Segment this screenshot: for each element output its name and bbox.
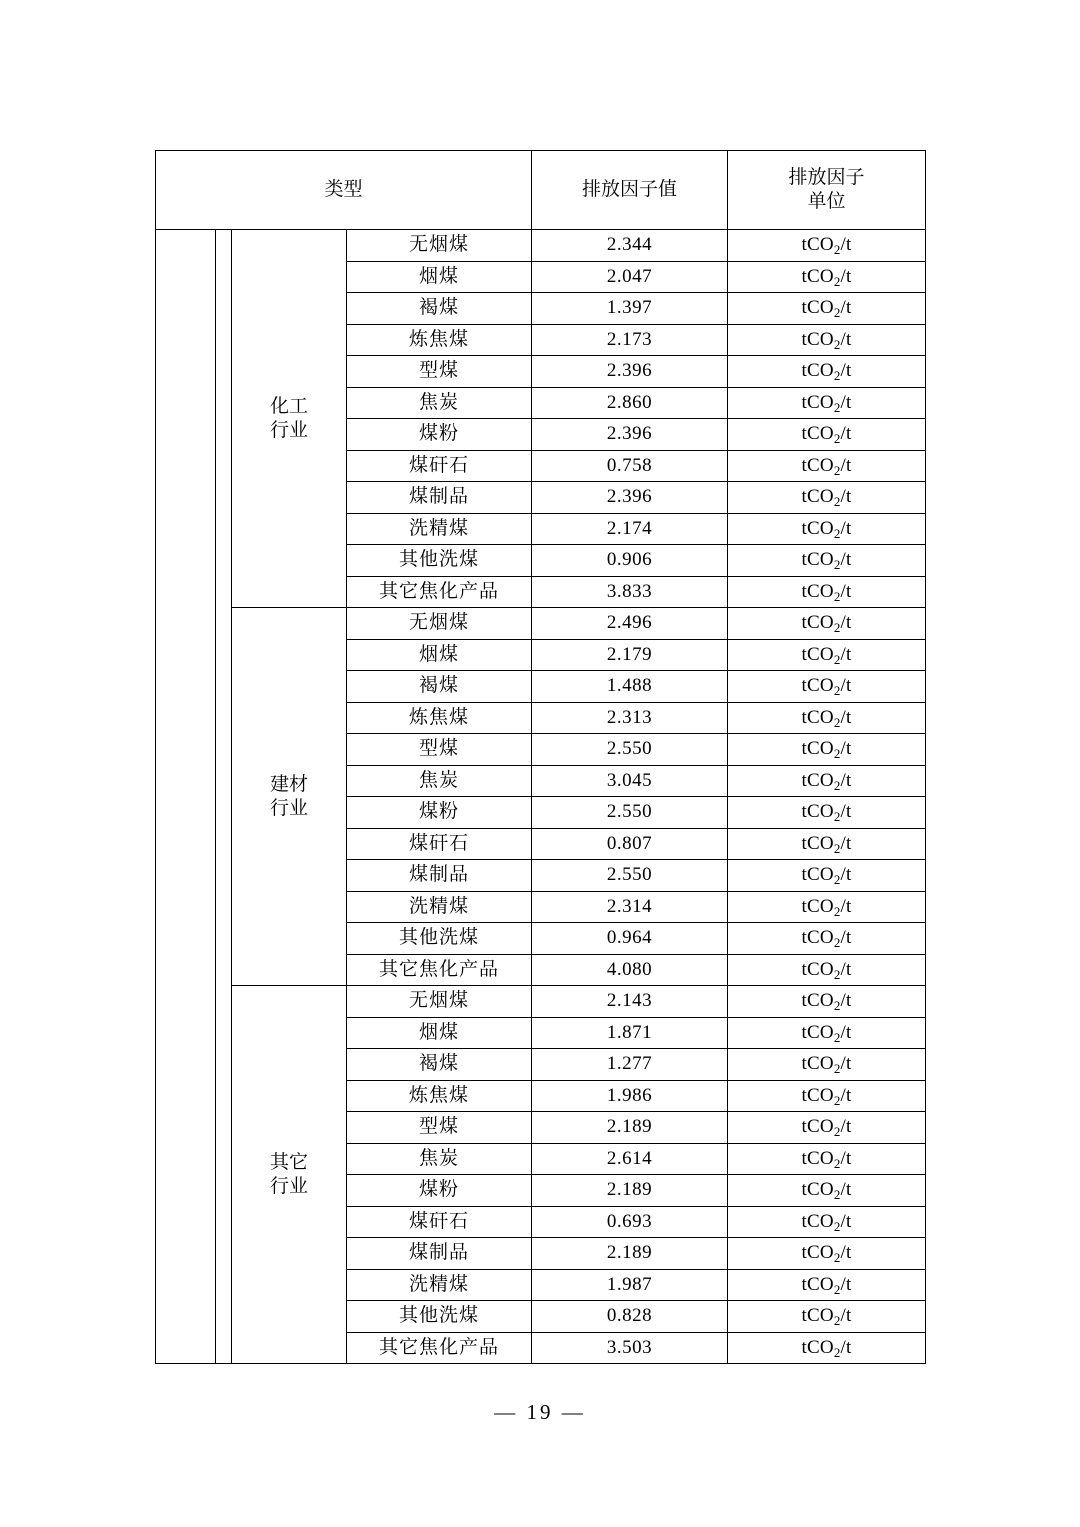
emission-factor-value-cell: 2.143: [532, 986, 728, 1018]
emission-factor-unit-cell: tCO$_2$/t: [728, 639, 926, 671]
emission-factor-value-cell: 2.550: [532, 734, 728, 766]
emission-factor-value-cell: 1.488: [532, 671, 728, 703]
emission-factor-unit-cell: tCO$_2$/t: [728, 356, 926, 388]
fuel-type-cell: 炼焦煤: [347, 324, 532, 356]
emission-factor-unit-cell: tCO$_2$/t: [728, 1112, 926, 1144]
emission-factor-unit-cell: tCO$_2$/t: [728, 1301, 926, 1333]
fuel-type-cell: 其他洗煤: [347, 923, 532, 955]
header-unit-line1: 排放因子: [788, 167, 865, 189]
emission-factor-value-cell: 0.828: [532, 1301, 728, 1333]
emission-factor-unit-cell: tCO$_2$/t: [728, 1017, 926, 1049]
emission-factor-unit-cell: tCO$_2$/t: [728, 765, 926, 797]
emission-factor-unit-cell: tCO$_2$/t: [728, 954, 926, 986]
emission-factor-value-cell: 2.189: [532, 1238, 728, 1270]
emission-factor-value-cell: 2.396: [532, 419, 728, 451]
emission-factor-value-cell: 1.397: [532, 293, 728, 325]
fuel-type-cell: 无烟煤: [347, 608, 532, 640]
emission-factor-value-cell: 2.550: [532, 797, 728, 829]
industry-group-cell: [232, 608, 347, 986]
fuel-type-cell: 型煤: [347, 734, 532, 766]
emission-factor-value-cell: 0.693: [532, 1206, 728, 1238]
industry-group-line2: 行业: [269, 1175, 308, 1197]
emission-factor-value-cell: 1.986: [532, 1080, 728, 1112]
emission-factor-unit-cell: tCO$_2$/t: [728, 860, 926, 892]
emission-factor-value-cell: 4.080: [532, 954, 728, 986]
fuel-type-cell: 煤制品: [347, 860, 532, 892]
fuel-type-cell: 其他洗煤: [347, 1301, 532, 1333]
fuel-type-cell: 烟煤: [347, 261, 532, 293]
fuel-type-cell: 炼焦煤: [347, 1080, 532, 1112]
fuel-type-cell: 煤制品: [347, 1238, 532, 1270]
emission-factor-unit-cell: tCO$_2$/t: [728, 545, 926, 577]
emission-factor-unit-cell: tCO$_2$/t: [728, 324, 926, 356]
fuel-type-cell: 洗精煤: [347, 1269, 532, 1301]
emission-factor-table: [155, 150, 926, 1364]
emission-factor-unit-cell: tCO$_2$/t: [728, 576, 926, 608]
fuel-type-cell: 炼焦煤: [347, 702, 532, 734]
emission-factor-unit-cell: tCO$_2$/t: [728, 419, 926, 451]
emission-factor-value-cell: 2.344: [532, 230, 728, 262]
emission-factor-unit-cell: tCO$_2$/t: [728, 450, 926, 482]
emission-factor-table-container: [155, 150, 925, 1364]
fuel-type-cell: 焦炭: [347, 387, 532, 419]
fuel-type-cell: 烟煤: [347, 639, 532, 671]
emission-factor-value-cell: 2.179: [532, 639, 728, 671]
industry-group-line1: 建材: [269, 773, 308, 795]
fuel-type-cell: 褐煤: [347, 671, 532, 703]
emission-factor-value-cell: 2.173: [532, 324, 728, 356]
fuel-type-cell: 其它焦化产品: [347, 954, 532, 986]
fuel-type-cell: 无烟煤: [347, 230, 532, 262]
fuel-type-cell: 其他洗煤: [347, 545, 532, 577]
fuel-type-cell: 褐煤: [347, 1049, 532, 1081]
fuel-type-cell: 煤矸石: [347, 450, 532, 482]
fuel-type-cell: 煤矸石: [347, 1206, 532, 1238]
emission-factor-unit-cell: tCO$_2$/t: [728, 1080, 926, 1112]
emission-factor-unit-cell: tCO$_2$/t: [728, 986, 926, 1018]
emission-factor-value-cell: 2.614: [532, 1143, 728, 1175]
emission-factor-value-cell: 2.189: [532, 1112, 728, 1144]
fuel-type-cell: 褐煤: [347, 293, 532, 325]
emission-factor-value-cell: 0.807: [532, 828, 728, 860]
emission-factor-value-cell: 2.396: [532, 482, 728, 514]
emission-factor-unit-cell: tCO$_2$/t: [728, 702, 926, 734]
fuel-type-cell: 焦炭: [347, 765, 532, 797]
fuel-type-cell: 型煤: [347, 1112, 532, 1144]
emission-factor-unit-cell: tCO$_2$/t: [728, 1175, 926, 1207]
industry-group-cell: [232, 230, 347, 608]
emission-factor-value-cell: 1.277: [532, 1049, 728, 1081]
emission-factor-value-cell: 3.833: [532, 576, 728, 608]
emission-factor-unit-cell: tCO$_2$/t: [728, 293, 926, 325]
emission-factor-unit-cell: tCO$_2$/t: [728, 261, 926, 293]
emission-factor-unit-cell: tCO$_2$/t: [728, 1049, 926, 1081]
emission-factor-unit-cell: tCO$_2$/t: [728, 891, 926, 923]
emission-factor-value-cell: 0.906: [532, 545, 728, 577]
emission-factor-unit-cell: tCO$_2$/t: [728, 1206, 926, 1238]
emission-factor-value-cell: 2.047: [532, 261, 728, 293]
fuel-type-cell: 洗精煤: [347, 891, 532, 923]
industry-group-line1: 化工: [269, 395, 308, 417]
emission-factor-unit-cell: tCO$_2$/t: [728, 828, 926, 860]
fuel-type-cell: 烟煤: [347, 1017, 532, 1049]
emission-factor-value-cell: 2.860: [532, 387, 728, 419]
emission-factor-unit-cell: tCO$_2$/t: [728, 923, 926, 955]
emission-factor-unit-cell: tCO$_2$/t: [728, 734, 926, 766]
header-unit: [728, 151, 926, 230]
industry-group-line2: 行业: [269, 419, 308, 441]
emission-factor-unit-cell: tCO$_2$/t: [728, 1238, 926, 1270]
header-value: 排放因子值: [532, 151, 728, 230]
outer-blank-cell: [156, 230, 216, 1364]
emission-factor-value-cell: 2.189: [532, 1175, 728, 1207]
inner-blank-cell: [216, 230, 232, 1364]
emission-factor-unit-cell: tCO$_2$/t: [728, 387, 926, 419]
emission-factor-unit-cell: tCO$_2$/t: [728, 671, 926, 703]
fuel-type-cell: 其它焦化产品: [347, 576, 532, 608]
table-row: [156, 608, 926, 640]
table-row: [156, 986, 926, 1018]
emission-factor-value-cell: 2.174: [532, 513, 728, 545]
industry-group-cell: [232, 986, 347, 1364]
header-unit-line2: 单位: [807, 191, 846, 212]
fuel-type-cell: 煤矸石: [347, 828, 532, 860]
emission-factor-unit-cell: tCO$_2$/t: [728, 1143, 926, 1175]
page-number: — 19 —: [494, 1400, 586, 1424]
emission-factor-unit-cell: tCO$_2$/t: [728, 1332, 926, 1364]
emission-factor-unit-cell: tCO$_2$/t: [728, 797, 926, 829]
emission-factor-unit-cell: tCO$_2$/t: [728, 230, 926, 262]
table-header-row: [156, 151, 926, 230]
fuel-type-cell: 煤粉: [347, 1175, 532, 1207]
emission-factor-value-cell: 2.313: [532, 702, 728, 734]
emission-factor-unit-cell: tCO$_2$/t: [728, 1269, 926, 1301]
emission-factor-unit-cell: tCO$_2$/t: [728, 608, 926, 640]
fuel-type-cell: 煤粉: [347, 419, 532, 451]
emission-factor-value-cell: 1.987: [532, 1269, 728, 1301]
emission-factor-value-cell: 3.503: [532, 1332, 728, 1364]
emission-factor-value-cell: 2.314: [532, 891, 728, 923]
emission-factor-unit-cell: tCO$_2$/t: [728, 513, 926, 545]
fuel-type-cell: 型煤: [347, 356, 532, 388]
fuel-type-cell: 无烟煤: [347, 986, 532, 1018]
industry-group-line2: 行业: [269, 797, 308, 819]
fuel-type-cell: 煤制品: [347, 482, 532, 514]
emission-factor-value-cell: 3.045: [532, 765, 728, 797]
header-type: 类型: [156, 151, 532, 230]
fuel-type-cell: 洗精煤: [347, 513, 532, 545]
emission-factor-value-cell: 0.964: [532, 923, 728, 955]
emission-factor-value-cell: 2.496: [532, 608, 728, 640]
emission-factor-value-cell: 2.550: [532, 860, 728, 892]
fuel-type-cell: 焦炭: [347, 1143, 532, 1175]
industry-group-line1: 其它: [269, 1151, 308, 1173]
emission-factor-unit-cell: tCO$_2$/t: [728, 482, 926, 514]
emission-factor-value-cell: 0.758: [532, 450, 728, 482]
fuel-type-cell: 煤粉: [347, 797, 532, 829]
emission-factor-value-cell: 2.396: [532, 356, 728, 388]
fuel-type-cell: 其它焦化产品: [347, 1332, 532, 1364]
emission-factor-value-cell: 1.871: [532, 1017, 728, 1049]
table-row: [156, 230, 926, 262]
